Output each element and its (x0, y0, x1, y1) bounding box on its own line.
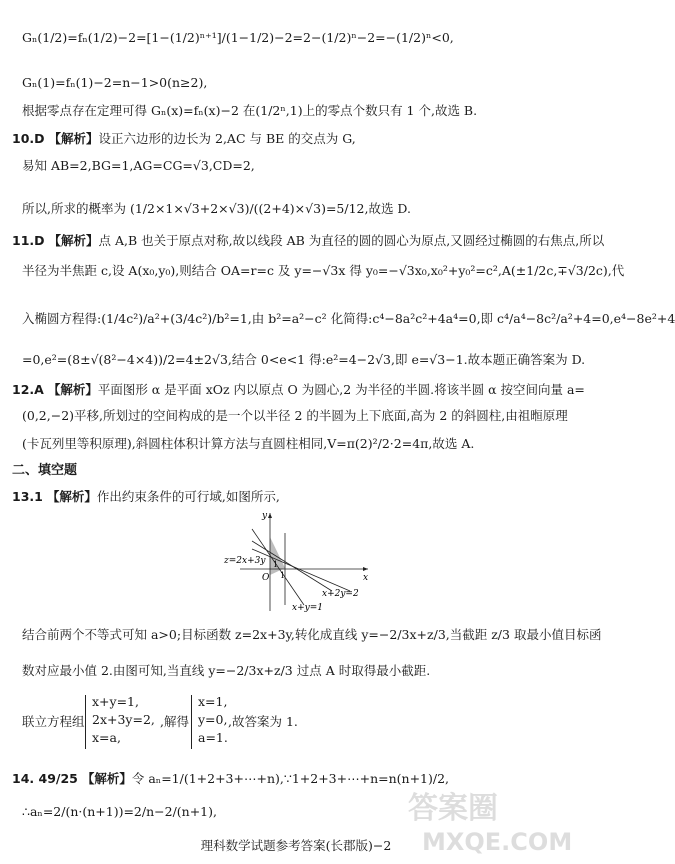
solve-text: ,解得 (160, 714, 189, 729)
analysis-tag: 【解析】 (48, 233, 99, 248)
watermark-logo (402, 784, 578, 858)
system1-eq: x=a, (92, 730, 121, 745)
q13-objective: 结合前两个不等式可知 a>0;目标函数 z=2x+3y,转化成直线 y=−2/3x+z/3,当截距 z/3 取最小值目标函 (22, 627, 602, 642)
page-footer: 理科数学试题参考答案(长郡版)−2 (200, 838, 392, 853)
tick-1-x: 1 (280, 571, 286, 580)
q14-text: 令 aₙ=1/(1+2+3+⋯+n),∵1+2+3+⋯+n=n(n+1)/2, (131, 771, 450, 786)
analysis-tag: 【解析】 (81, 771, 132, 786)
system2 (198, 693, 228, 747)
question-11-line (12, 233, 604, 249)
zero-point-conclusion: 根据零点存在定理可得 Gₙ(x)=fₙ(x)−2 在(1/2ⁿ,1)上的零点个数只有 1 个,故选 B. (22, 103, 478, 118)
y-axis-label: y (262, 511, 268, 521)
system1-brace (85, 695, 90, 749)
watermark-top: 答案圈 (408, 791, 498, 826)
line-z-eq-2x-plus-3y (252, 541, 332, 591)
feasible-region-graph (222, 507, 372, 613)
q13-text: 作出约束条件的可行域,如图所示, (96, 489, 280, 504)
system2-eq: a=1. (198, 730, 228, 745)
q11-ellipse-equation: 入椭圆方程得:(1/4c²)/a²+(3/4c²)/b²=1,由 b²=a²−c² 化简得:c⁴−8a²c²+4a⁴=0,即 c⁴/a⁴−8c²/a²+4=0,e⁴−8e²+4 (22, 311, 675, 326)
x-axis-arrow (363, 567, 368, 571)
system-intro: 联立方程组 (22, 714, 85, 729)
question-number: 12.A (12, 382, 44, 397)
q11-radius: 半径为半焦距 c,设 A(x₀,y₀),则结合 OA=r=c 及 y=−√3x 得 y₀=−√3x₀,x₀²+y₀²=c²,A(±1/2c,∓√3/2c),代 (22, 263, 625, 278)
question-number: 14. 49/25 (12, 771, 78, 786)
system1 (92, 693, 155, 747)
q10-text: 设正六边形的边长为 2,AC 与 BE 的交点为 G, (98, 131, 356, 146)
question-10-line (12, 131, 356, 147)
gn-half-derivation: Gₙ(1/2)=fₙ(1/2)−2=[1−(1/2)ⁿ⁺¹]/(1−1/2)−2=2−(1/2)ⁿ−2=−(1/2)ⁿ<0, (22, 30, 454, 45)
question-number: 13.1 (12, 489, 43, 504)
section-fill-in-heading: 二、填空题 (12, 463, 78, 478)
watermark-bottom: MXQE.COM (422, 828, 573, 856)
q11-eccentricity: =0,e²=(8±√(8²−4×4))/2=4±2√3,结合 0<e<1 得:e²=4−2√3,即 e=√3−1.故本题正确答案为 D. (22, 352, 586, 367)
question-13-line (12, 489, 280, 505)
q10-lengths: 易知 AB=2,BG=1,AG=CG=√3,CD=2, (22, 158, 255, 173)
analysis-tag: 【解析】 (48, 131, 99, 146)
analysis-tag: 【解析】 (47, 382, 98, 397)
gn-one-value: Gₙ(1)=fₙ(1)−2=n−1>0(n≥2), (22, 75, 208, 90)
q10-probability: 所以,所求的概率为 (1/2×1×√3+2×√3)/((2+4)×√3)=5/12,故选 D. (22, 201, 411, 216)
system2-brace (191, 695, 196, 749)
analysis-tag: 【解析】 (46, 489, 97, 504)
objective-line-label: z=2x+3y (224, 556, 266, 566)
q11-text: 点 A,B 也关于原点对称,故以线段 AB 为直径的圆的圆心为原点,又圆经过椭圆的右焦点,所以 (98, 233, 605, 248)
x-axis-label: x (363, 573, 369, 583)
question-14-line (12, 771, 449, 787)
question-number: 11.D (12, 233, 45, 248)
y-axis-arrow (268, 513, 272, 518)
q12-volume: (卡瓦列里等积原理),斜圆柱体积计算方法与直圆柱相同,V=π(2)²/2·2=4π,故选 A. (22, 436, 475, 451)
q12-text: 平面图形 α 是平面 xOz 内以原点 O 为圆心,2 为半径的半圆.将该半圆 α 按空间向量 a= (97, 382, 585, 397)
system2-eq: y=0, (198, 712, 228, 727)
q12-translation: (0,2,−2)平移,所划过的空间构成的是一个以半径 2 的半圆为上下底面,高为 2 的斜圆柱,由祖暅原理 (22, 408, 568, 423)
q13-min-intercept: 数对应最小值 2.由图可知,当直线 y=−2/3x+z/3 过点 A 时取得最小截距. (22, 663, 431, 678)
q14-an-expression: ∴aₙ=2/(n·(n+1))=2/n−2/(n+1), (22, 804, 217, 819)
q13-answer: ,故答案为 1. (228, 714, 298, 729)
system1-eq: 2x+3y=2, (92, 712, 155, 727)
question-number: 10.D (12, 131, 45, 146)
line2-label: x+2y=2 (322, 589, 359, 599)
question-12-line (12, 382, 585, 398)
tick-1-y: 1 (273, 560, 279, 569)
origin-label: O (262, 573, 270, 583)
line-x-plus-2y-eq-2 (252, 549, 350, 591)
system2-eq: x=1, (198, 694, 228, 709)
system1-eq: x+y=1, (92, 694, 139, 709)
line1-label: x+y=1 (292, 603, 323, 613)
